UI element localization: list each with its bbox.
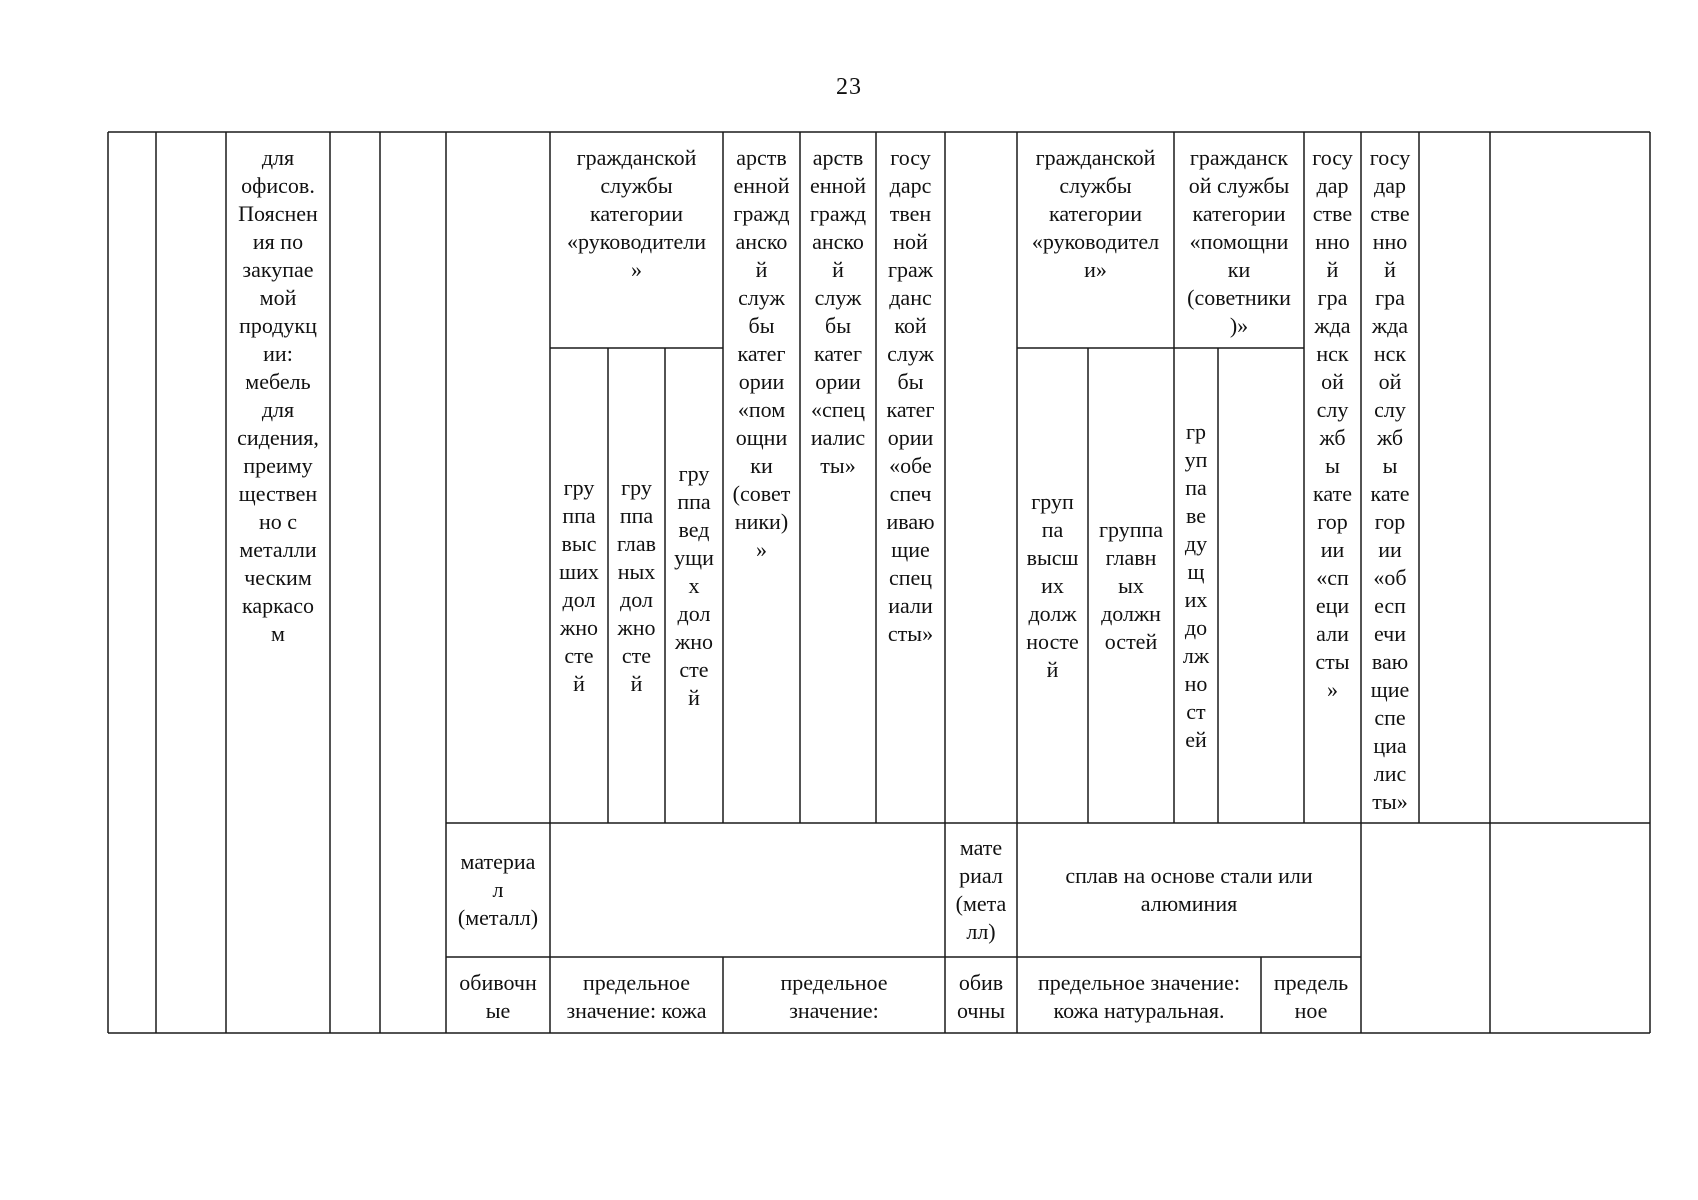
header-support-right-text: госу дар стве нно й гра жда нск ой слу жб ы кате гор ии «об есп ечи ваю щие спе циа лис ты» bbox=[1369, 145, 1411, 814]
header-leaders-right bbox=[1017, 144, 1174, 284]
header-assistants-right-text: гражданск ой службы категории «помощни ки (советники )» bbox=[1187, 145, 1291, 338]
subheader-main-left bbox=[608, 348, 665, 823]
header-leaders-left bbox=[550, 144, 723, 284]
subheader-main-right bbox=[1088, 348, 1174, 823]
header-specialists-right bbox=[1304, 144, 1361, 704]
header-support-left bbox=[876, 144, 945, 648]
product-description-text: для офисов. Пояснен ия по закупае мой продукц ии: мебель для сидения, преиму ществен но с металли ческим каркасо м bbox=[237, 145, 319, 646]
header-specialists-left bbox=[800, 144, 876, 480]
subheader-highest-left bbox=[550, 348, 608, 823]
upholstery-label-text: обивочн ые bbox=[459, 970, 537, 1023]
header-specialists-right-text: госу дар стве нно й гра жда нск ой слу жб ы кате гор ии «сп еци али сты » bbox=[1312, 145, 1353, 702]
subheader-leading-right-text: гр уп па ве ду щ их до лж но ст ей bbox=[1182, 418, 1210, 752]
header-assistants-left-text: арств енной гражд анско й служ бы катег ории «пом ощни ки (совет ники) » bbox=[732, 145, 791, 562]
subheader-highest-right-text: груп па высш их долж носте й bbox=[1026, 488, 1079, 682]
upholstery-value-1-text: предельное значение: кожа bbox=[566, 970, 707, 1023]
upholstery-value-right-text: предельное значение: кожа натуральная. bbox=[1037, 970, 1241, 1023]
upholstery-value-2-text: предельное значение: bbox=[780, 970, 888, 1023]
subheader-leading-left bbox=[665, 348, 723, 823]
material-label-cell bbox=[446, 823, 550, 957]
upholstery-value-1-cell bbox=[550, 969, 723, 1025]
material-value-right-text: сплав на основе стали или алюминия bbox=[1065, 863, 1313, 916]
material-label-text: материа л (металл) bbox=[457, 849, 539, 930]
material-value-right-cell bbox=[1017, 862, 1361, 918]
material-label-right-text: мате риал (мета лл) bbox=[955, 835, 1007, 944]
upholstery-label-cell bbox=[446, 969, 550, 1025]
subheader-main-left-text: гру ппа глав ных дол жно сте й bbox=[616, 474, 657, 696]
upholstery-value-right-2-cell bbox=[1261, 969, 1361, 1025]
upholstery-value-2-cell bbox=[723, 969, 945, 1025]
subheader-highest-left-text: гру ппа выс ших дол жно сте й bbox=[559, 474, 599, 696]
upholstery-label-right-cell bbox=[945, 969, 1017, 1025]
header-leaders-left-text: гражданской службы категории «руководители » bbox=[567, 145, 706, 282]
page-number: 23 bbox=[836, 74, 862, 100]
upholstery-label-right-text: обив очны bbox=[956, 970, 1006, 1023]
header-assistants-right bbox=[1174, 144, 1304, 340]
subheader-leading-left-text: гру ппа вед ущи х дол жно сте й bbox=[674, 460, 714, 710]
subheader-highest-right bbox=[1017, 348, 1088, 823]
upholstery-value-right-2-text: предель ное bbox=[1273, 970, 1349, 1023]
material-label-right-cell bbox=[945, 823, 1017, 957]
header-specialists-left-text: арств енной гражд анско й служ бы катег ории «спец иалис ты» bbox=[809, 145, 867, 478]
header-assistants-left bbox=[723, 144, 800, 564]
header-leaders-right-text: гражданской службы категории «руководител и» bbox=[1031, 145, 1160, 282]
product-description-cell bbox=[226, 144, 330, 648]
header-support-left-text: госу дарс твен ной граж данс кой служ бы катег ории «обе спеч иваю щие спец иали сты» bbox=[886, 145, 935, 646]
header-support-right bbox=[1361, 144, 1419, 816]
subheader-main-right-text: группа главн ых должн остей bbox=[1098, 516, 1164, 654]
upholstery-value-right-cell bbox=[1017, 969, 1261, 1025]
subheader-leading-right bbox=[1174, 348, 1218, 823]
